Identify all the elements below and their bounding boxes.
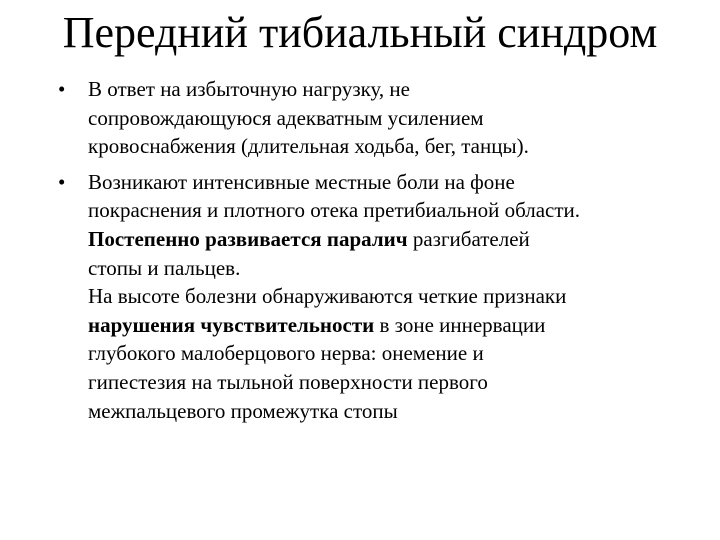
- text-line: Постепенно развивается паралич разгибателей: [88, 226, 530, 251]
- bold-emphasis: Постепенно развивается паралич: [88, 226, 408, 251]
- bullet-icon: •: [58, 77, 66, 101]
- slide-title: Передний тибиальный синдром: [62, 8, 658, 57]
- text-line: глубокого малоберцового нерва: онемение и: [88, 341, 484, 366]
- text-line: гипестезия на тыльной поверхности первого: [88, 369, 488, 394]
- bullet-icon: •: [58, 169, 66, 194]
- bullet-item-1: [56, 75, 696, 161]
- bullet-list: [56, 75, 696, 432]
- text-line: кровоснабжения (длительная ходьба, бег, танцы).: [88, 134, 529, 159]
- text-line: стопы и пальцев.: [88, 255, 241, 280]
- bold-emphasis: нарушения чувствительности: [88, 312, 375, 337]
- text-line: сопровождающуюся адекватным усилением: [88, 105, 484, 130]
- text-line: межпальцевого промежутка стопы: [88, 398, 398, 423]
- text-line: нарушения чувствительности в зоне иннервации: [88, 312, 546, 337]
- text-line: покраснения и плотного отека претибиальной области.: [88, 198, 581, 223]
- text-line: Возникают интенсивные местные боли на фоне: [88, 169, 515, 194]
- bullet-item-2: [56, 168, 696, 425]
- text-line: На высоте болезни обнаруживаются четкие признаки: [88, 284, 567, 309]
- text-line: В ответ на избыточную нагрузку, не: [88, 77, 410, 101]
